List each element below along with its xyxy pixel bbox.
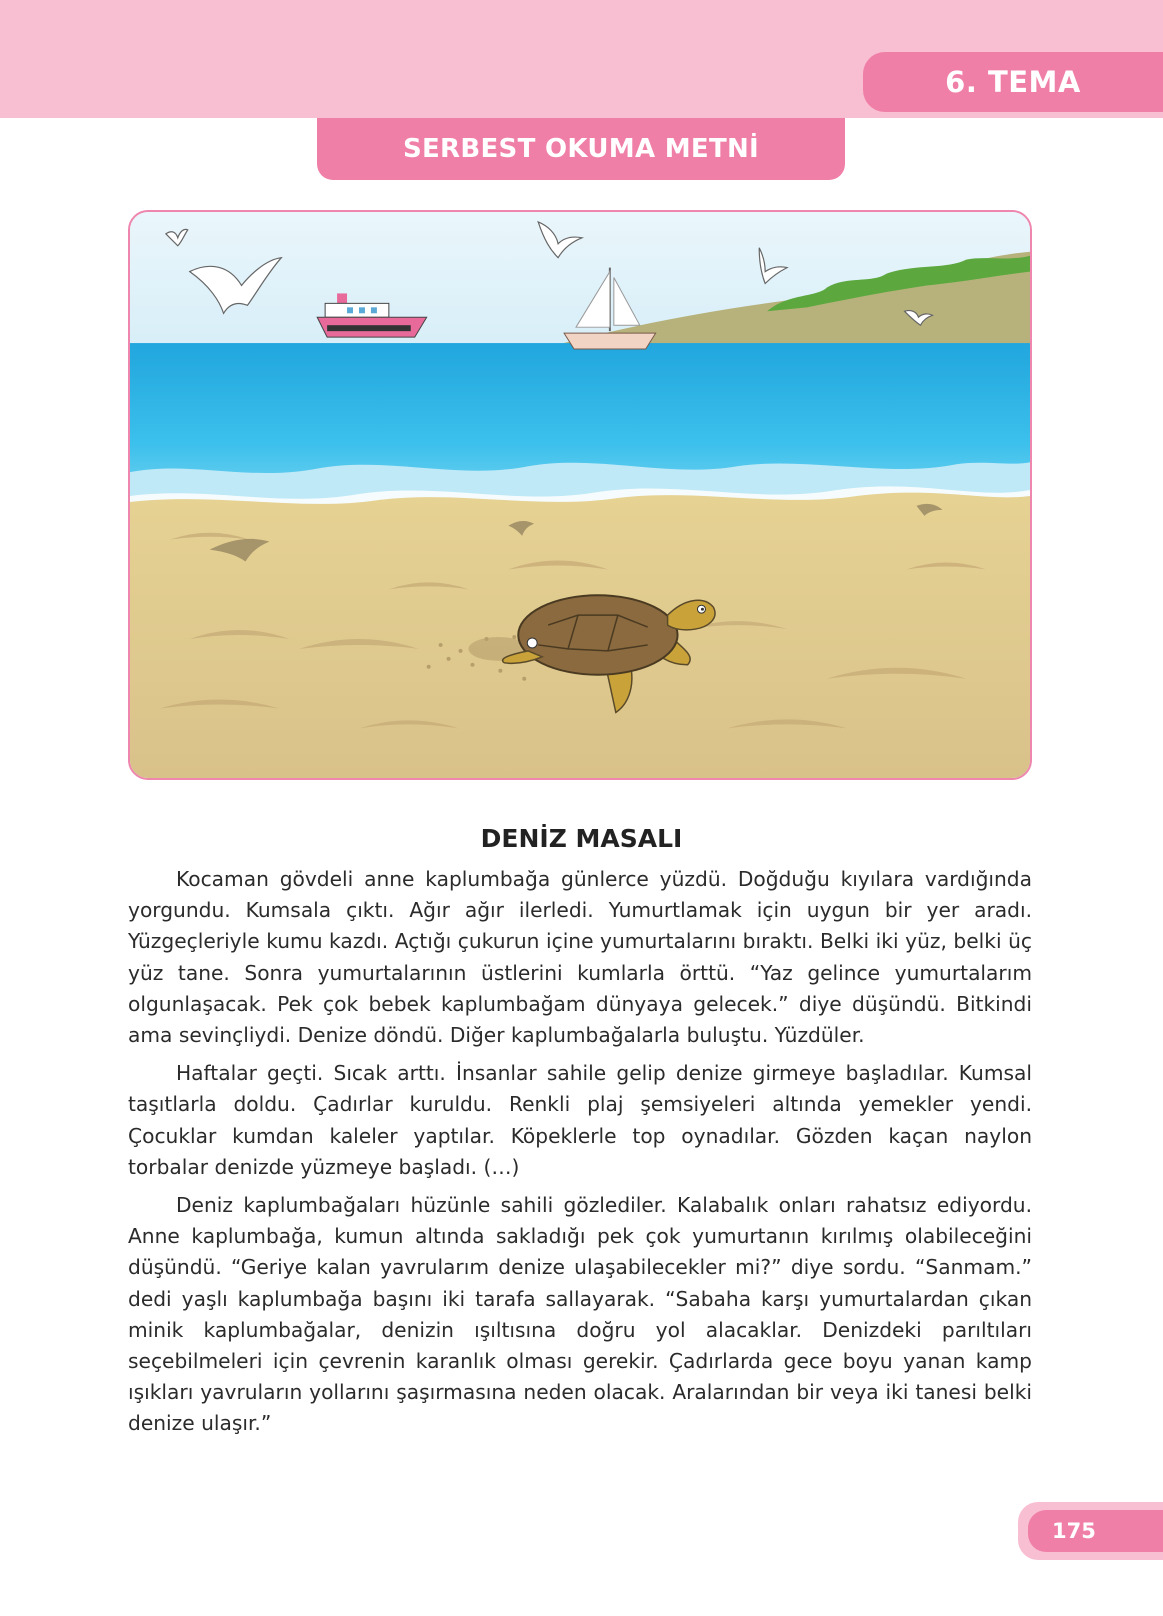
story-paragraph: Kocaman gövdeli anne kaplumbağa günlerce yüzdü. Doğduğu kıyılara vardığında yorgundu. Kumsala çıktı. Ağır ağır ilerledi. Yumurtlamak için uygun bir yer aradı. Yüzgeçleriyle kumu kazdı. Açtığı çukurun içine yumurtalarını bıraktı. Belki iki yüz, belki üç yüz tane. Sonra yumurtalarının üstlerini kumlarla örttü. “Yaz gelince yumurtalarım olgunlaşacak. Pek çok bebek kaplumbağam dünyaya gelecek.” diye düşündü. Bitkindi ama sevinçliydi. Denize döndü. Diğer kaplumbağalarla buluştu. Yüzdüler.: [128, 867, 1032, 1048]
story-body: [128, 864, 1032, 1447]
beach-turtle-illustration: [128, 210, 1032, 780]
story-paragraph: Deniz kaplumbağaları hüzünle sahili gözlediler. Kalabalık onları rahatsız ediyordu. Anne kaplumbağa, kumun altında sakladığı pek çok yumurtanın kırılmış olabileceğini düşündü. “Geriye kalan yavrularım denize ulaşabilecekler mi?” diye sordu. “Sanmam.” dedi yaşlı kaplumbağa başını iki tarafa sallayarak. “Sabaha karşı yumurtalardan çıkan minik kaplumbağalar, denizin ışıltısına doğru yol alacaklar. Denizdeki parıltıları seçebilmeleri için çevrenin karanlık olması gerekir. Çadırlarda gece boyu yanan kamp ışıkları yavruların yollarını şaşırmasına neden olacak. Aralarından bir veya iki tanesi belki denize ulaşır.”: [128, 1193, 1032, 1436]
section-banner: SERBEST OKUMA METNİ: [317, 118, 845, 180]
story-title: DENİZ MASALI: [480, 824, 683, 853]
story-paragraph: Haftalar geçti. Sıcak arttı. İnsanlar sahile gelip denize girmeye başladılar. Kumsal taşıtlarla doldu. Çadırlar kuruldu. Renkli plaj şemsiyeleri altında yemekler yendi. Çocuklar kumdan kaleler yaptılar. Köpeklerle top oynadılar. Gözden kaçan naylon torbalar denizde yüzmeye başladı. (…): [128, 1061, 1032, 1179]
page-number: 175: [1028, 1510, 1163, 1552]
theme-tab: 6. TEMA: [863, 52, 1163, 112]
